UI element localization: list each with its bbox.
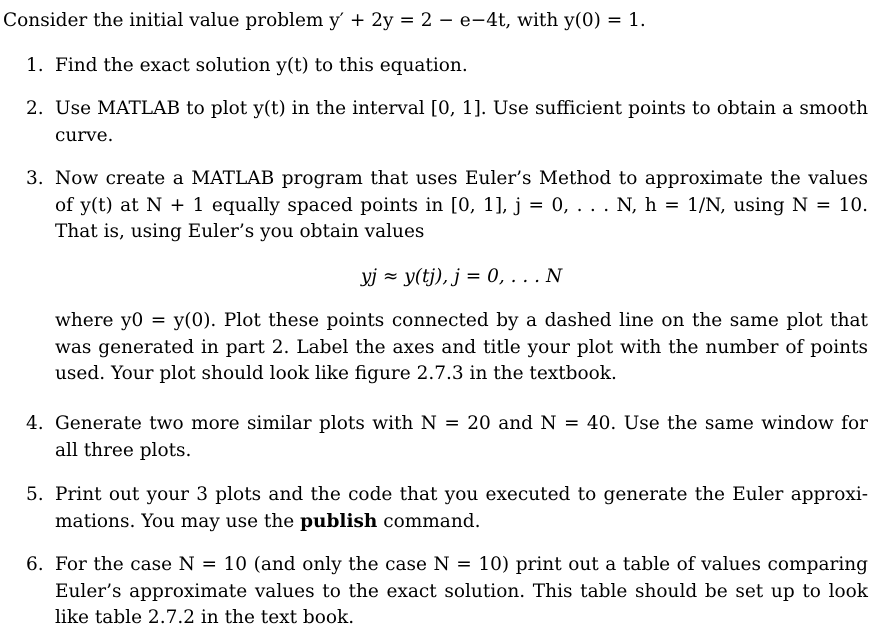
task-number: 5.: [26, 484, 44, 505]
task-text: [55, 482, 868, 535]
task-text: Find the exact solution y(t) to this equation.: [55, 55, 468, 76]
task-content: [55, 166, 868, 388]
task-text: Generate two more similar plots with N = 20 and N = 40. Use the same window for all three plots.: [55, 413, 868, 461]
task-text: For the case N = 10 (and only the case N = 10) print out a table of values comparing Euler’s approximate values to the exact solution. This table should be set up to look like table 2.7.2 in the text book.: [55, 554, 868, 628]
task-number: 1.: [26, 55, 44, 76]
task-number: 4.: [26, 413, 44, 434]
task-item-3: [26, 166, 868, 388]
task-text-before: Print out your 3 plots and the code that you executed to generate the Euler approxi- mations. You may use the: [55, 484, 868, 532]
task-item-1: [26, 53, 868, 80]
display-equation: yj ≈ y(tj), j = 0, . . . N: [360, 265, 563, 287]
task-number: 3.: [26, 168, 44, 189]
publish-command-keyword: publish: [300, 510, 378, 532]
task-item-6: [26, 552, 868, 632]
task-text-continued: where y0 = y(0). Plot these points connected by a dashed line on the same plot that was generated in part 2. Label the axes and title your plot with the number of points used. Your plot should look like figure 2.7.3 in the textbook.: [55, 310, 868, 384]
task-text: Now create a MATLAB program that uses Euler’s Method to approximate the values of y(t) at N + 1 equally spaced points in [0, 1], j = 0, . . . N, h = 1/N, using N = 10. That is, using Euler’s you obtain values: [55, 168, 868, 242]
task-item-2: [26, 96, 868, 149]
task-item-5: [26, 482, 868, 535]
task-text-after: command.: [377, 510, 481, 532]
task-item-4: [26, 411, 868, 464]
task-number: 2.: [26, 98, 44, 119]
problem-statement: Consider the initial value problem y′ + 2y = 2 − e−4t, with y(0) = 1.: [3, 10, 646, 31]
task-number: 6.: [26, 554, 44, 575]
task-text: Use MATLAB to plot y(t) in the interval [0, 1]. Use sufficient points to obtain a smooth curve.: [55, 98, 868, 146]
